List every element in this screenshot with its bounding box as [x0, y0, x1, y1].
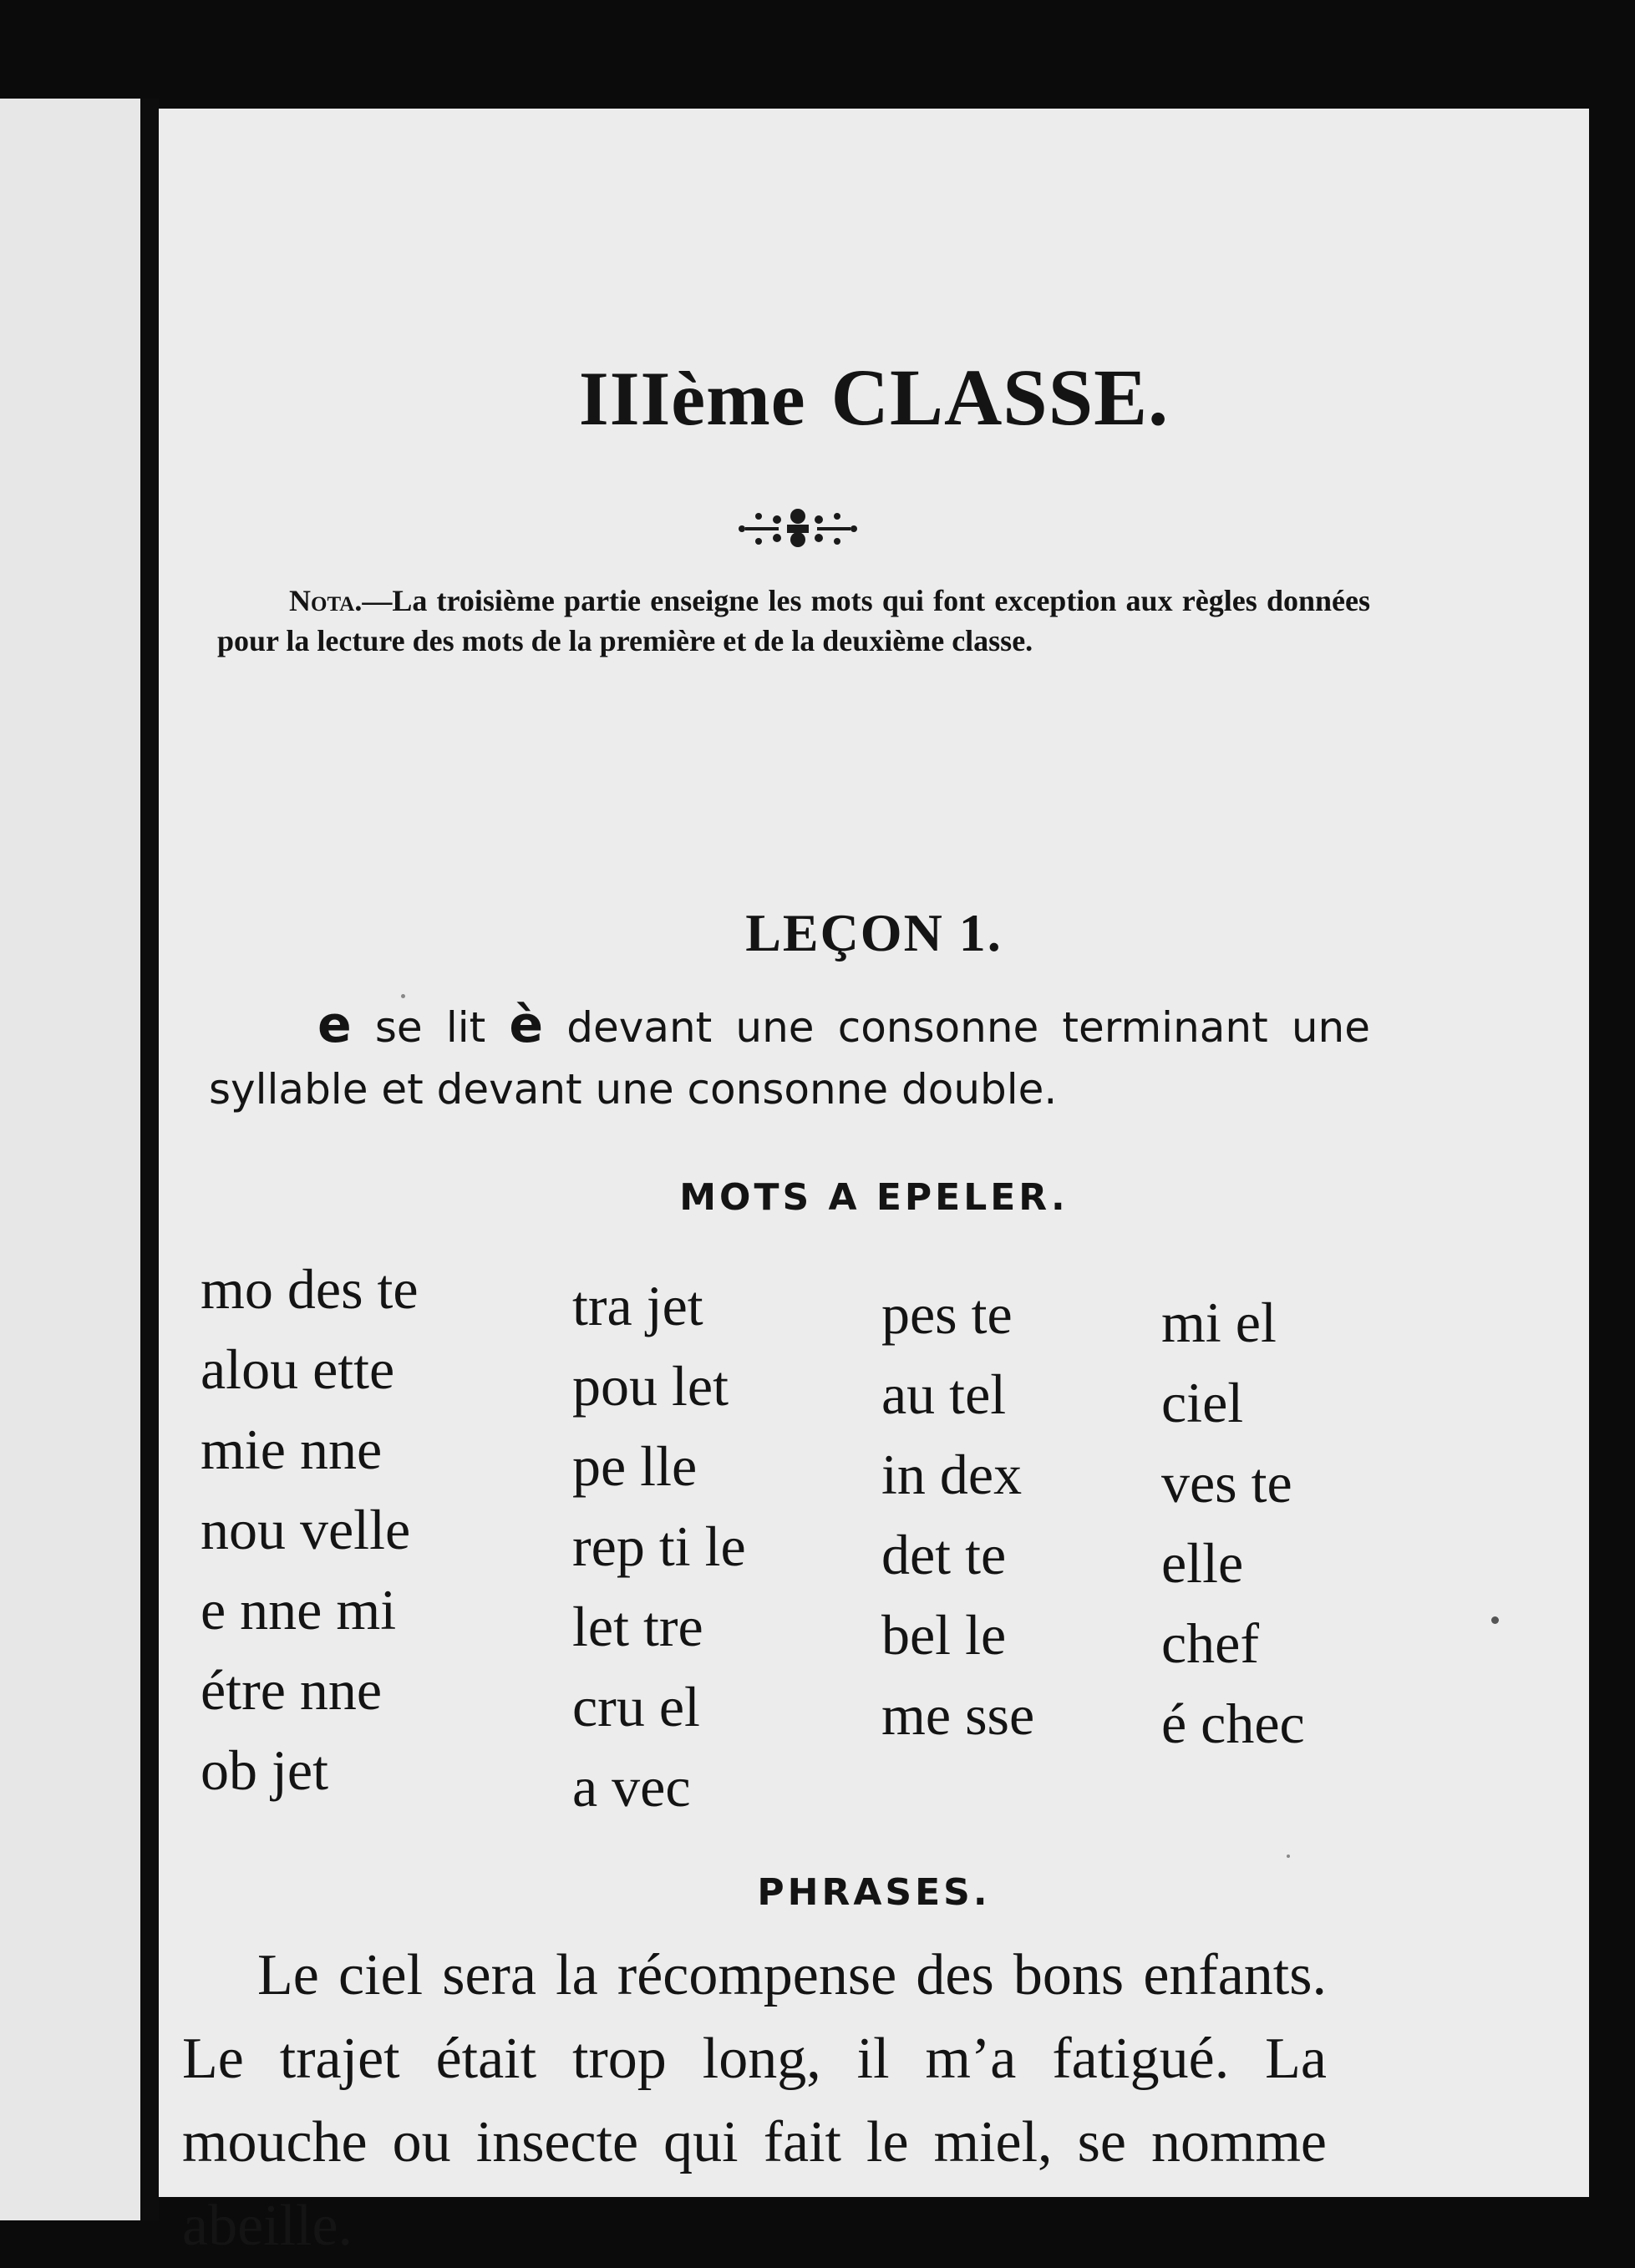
- words-heading: MOTS A EPELER.: [679, 1176, 1069, 1219]
- paper-speck: [1491, 1616, 1499, 1624]
- phrases-heading: PHRASES.: [757, 1871, 991, 1914]
- rule-paragraph: [209, 994, 1370, 1120]
- page-title: [159, 351, 1589, 444]
- lesson-title: LEÇON 1.: [745, 903, 1003, 962]
- paper-speck: [1287, 1854, 1290, 1858]
- rule-letter-e: e: [317, 996, 352, 1054]
- word-item: chef: [1161, 1611, 1260, 1675]
- word-item: ob jet: [201, 1738, 328, 1802]
- nota-label: Nota.: [289, 584, 363, 617]
- word-item: mie nne: [201, 1418, 383, 1481]
- adjacent-page-edge: [0, 99, 140, 2220]
- word-item: é chec: [1161, 1692, 1305, 1755]
- word-item: nou velle: [201, 1498, 411, 1561]
- word-list: [159, 1249, 1589, 1834]
- word-item: mi el: [1161, 1291, 1277, 1354]
- word-item: mo des te: [201, 1257, 419, 1321]
- nota-paragraph: [217, 581, 1370, 661]
- word-item: a vec: [572, 1755, 691, 1819]
- word-item: ciel: [1161, 1371, 1244, 1434]
- word-item: cru el: [572, 1675, 700, 1738]
- word-item: rep ti le: [572, 1515, 746, 1578]
- word-item: let tre: [572, 1595, 703, 1658]
- fleuron-ornament-icon: [735, 500, 861, 558]
- word-column-2: [572, 1266, 746, 1827]
- nota-text: —La troisième partie enseigne les mots qui font exception aux règles données pour la lecture des mots de la première et de la deuxième classe.: [217, 584, 1370, 657]
- word-item: bel le: [881, 1603, 1007, 1667]
- word-item: pes te: [881, 1282, 1013, 1346]
- word-item: ves te: [1161, 1451, 1292, 1515]
- title-word: CLASSE.: [830, 353, 1170, 442]
- word-item: pou let: [572, 1354, 729, 1418]
- rule-letter-e-grave: è: [509, 996, 544, 1054]
- word-item: in dex: [881, 1443, 1023, 1506]
- word-item: me sse: [881, 1683, 1035, 1747]
- rule-text-1: se lit: [351, 1003, 510, 1052]
- paper-speck: [401, 994, 405, 998]
- word-item: pe lle: [572, 1434, 698, 1498]
- book-spine-shadow: [140, 99, 159, 2220]
- word-column-1: [201, 1249, 419, 1810]
- title-roman: IIIème: [578, 356, 806, 441]
- word-item: det te: [881, 1523, 1007, 1586]
- word-item: tra jet: [572, 1274, 703, 1337]
- rule-text-2: devant une consonne terminant une syllable et devant une consonne double.: [209, 1003, 1370, 1114]
- word-item: elle: [1161, 1531, 1244, 1595]
- word-item: étre nne: [201, 1658, 383, 1722]
- word-item: au tel: [881, 1362, 1007, 1426]
- word-item: alou ette: [201, 1337, 395, 1401]
- book-page: [159, 109, 1589, 2258]
- word-column-3: [881, 1274, 1034, 1755]
- phrases-paragraph: Le ciel sera la récompense des bons enfants. Le trajet était trop long, il m’a fatigué. La mouche ou insecte qui fait le miel, se nomme abeille.: [182, 1943, 1327, 2258]
- word-item: e nne mi: [201, 1578, 397, 1641]
- word-column-4: [1161, 1282, 1305, 1763]
